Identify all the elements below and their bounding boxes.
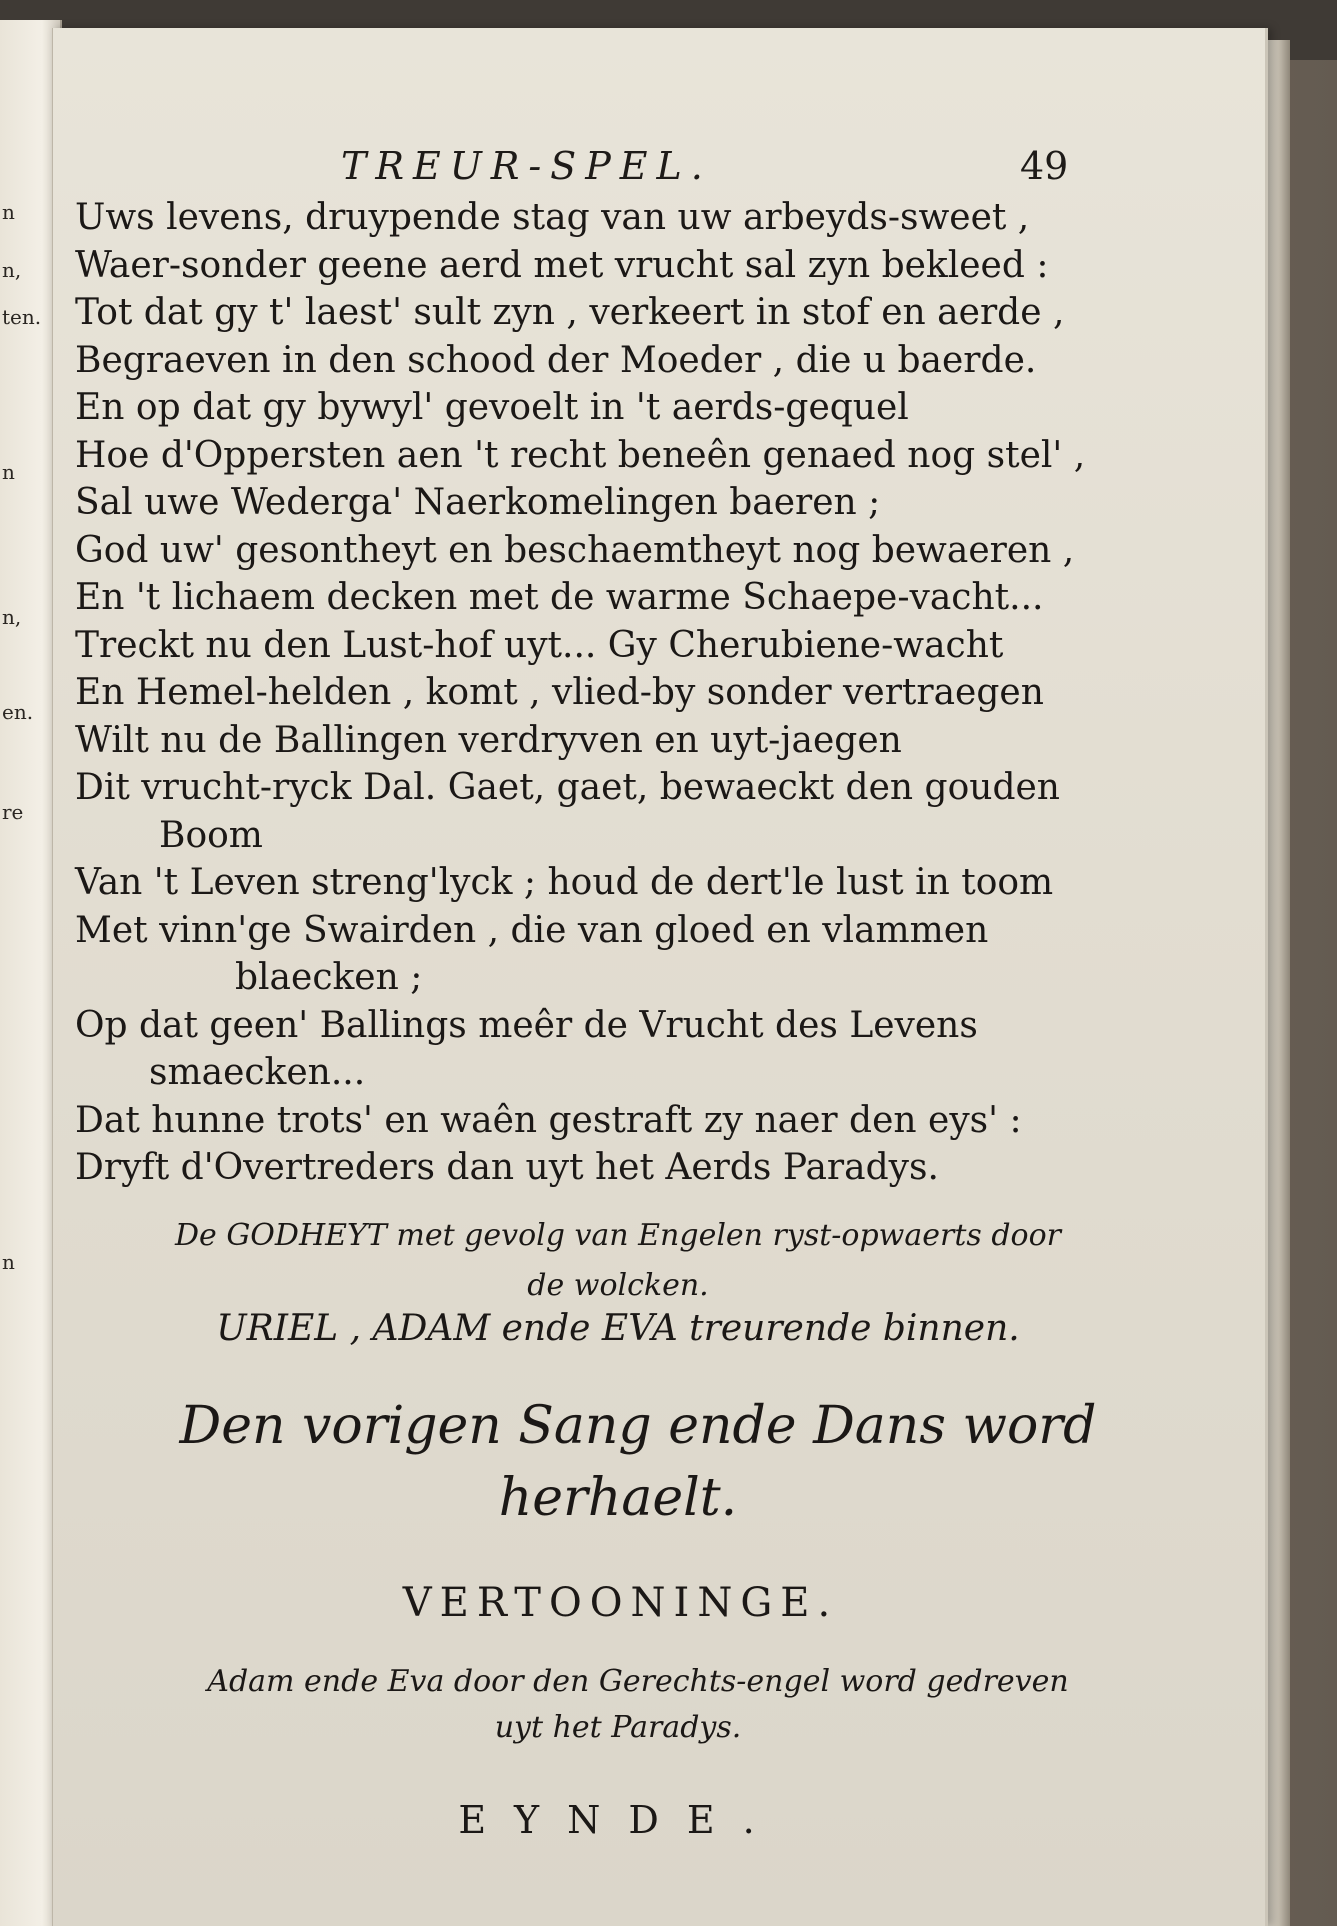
verse-line: En Hemel-helden , komt , vlied-by sonder vertraegen [75, 672, 1044, 713]
tableau-description-line: Adam ende Eva door den Gerechts-engel word gedreven [207, 1664, 1069, 1699]
verse-line: Met vinn'ge Swairden , die van gloed en vlammen [75, 909, 989, 951]
facing-page-fragment: n, [2, 605, 22, 629]
verse-line: Treckt nu den Lust-hof uyt... Gy Cherubiene-wacht [75, 624, 1004, 666]
running-head: TREUR-SPEL. [341, 144, 712, 188]
verse-line: Wilt nu de Ballingen verdryven en uyt-jaegen [75, 719, 902, 761]
verse-line: Tot dat gy t' laest' sult zyn , verkeert in stof en aerde , [75, 292, 1065, 333]
stage-direction-line: URIEL , ADAM ende EVA treurende binnen. [216, 1308, 1020, 1349]
verse-line: Hoe d'Oppersten aen 't recht beneên genaed nog stel' , [75, 434, 1086, 476]
page-number: 49 [1020, 144, 1069, 188]
stage-direction-line: de wolcken. [527, 1268, 709, 1303]
finis-heading: EYNDE. [458, 1798, 783, 1842]
verse-line: Dit vrucht-ryck Dal. Gaet, gaet, bewaeckt den gouden [75, 767, 1060, 808]
song-note-line: herhaelt. [498, 1468, 738, 1528]
verse-line: God uw' gesontheyt en beschaemtheyt nog bewaeren , [75, 529, 1075, 571]
page-header [53, 144, 1268, 194]
verse-line: Sal uwe Wederga' Naerkomelingen baeren ; [75, 482, 881, 523]
verse-line: Uws levens, druypende stag van uw arbeyds-sweet , [75, 197, 1030, 238]
verse-line: Dryft d'Overtreders dan uyt het Aerds Paradys. [75, 1147, 939, 1188]
verse-line: Op dat geen' Ballings meêr de Vrucht des Levens [75, 1004, 978, 1046]
verse-line-continuation: smaecken... [149, 1052, 366, 1093]
tableau-heading: VERTOONINGE. [402, 1580, 839, 1626]
book-page [52, 28, 1268, 1926]
facing-page-fragment: n [2, 460, 15, 484]
facing-page-fragment: ten. [2, 305, 42, 329]
tableau-description-line: uyt het Paradys. [494, 1710, 742, 1745]
verse-line: En op dat gy bywyl' gevoelt in 't aerds-gequel [75, 387, 909, 428]
facing-page-fragment: n [2, 1250, 15, 1274]
stage-direction-line: De GODHEYT met gevolg van Engelen ryst-opwaerts door [175, 1218, 1061, 1253]
verse-block [75, 194, 1155, 1192]
song-note-line: Den vorigen Sang ende Dans word [179, 1396, 1097, 1456]
verse-line: Begraeven in den schood der Moeder , die u baerde. [75, 339, 1037, 381]
facing-page-fragment: n, [2, 258, 22, 282]
verse-line: Van 't Leven streng'lyck ; houd de dert'le lust in toom [75, 862, 1054, 903]
verse-line: En 't lichaem decken met de warme Schaepe-vacht... [75, 577, 1044, 618]
verse-line-continuation: Boom [159, 814, 263, 856]
verse-line: Dat hunne trots' en waên gestraft zy naer den eys' : [75, 1099, 1022, 1141]
verse-line: Waer-sonder geene aerd met vrucht sal zyn bekleed : [75, 244, 1049, 286]
facing-page-fragment: n [2, 200, 15, 224]
facing-page-fragment: en. [2, 700, 34, 724]
verse-line-continuation: blaecken ; [235, 957, 423, 998]
facing-page-fragment: re [2, 800, 24, 824]
